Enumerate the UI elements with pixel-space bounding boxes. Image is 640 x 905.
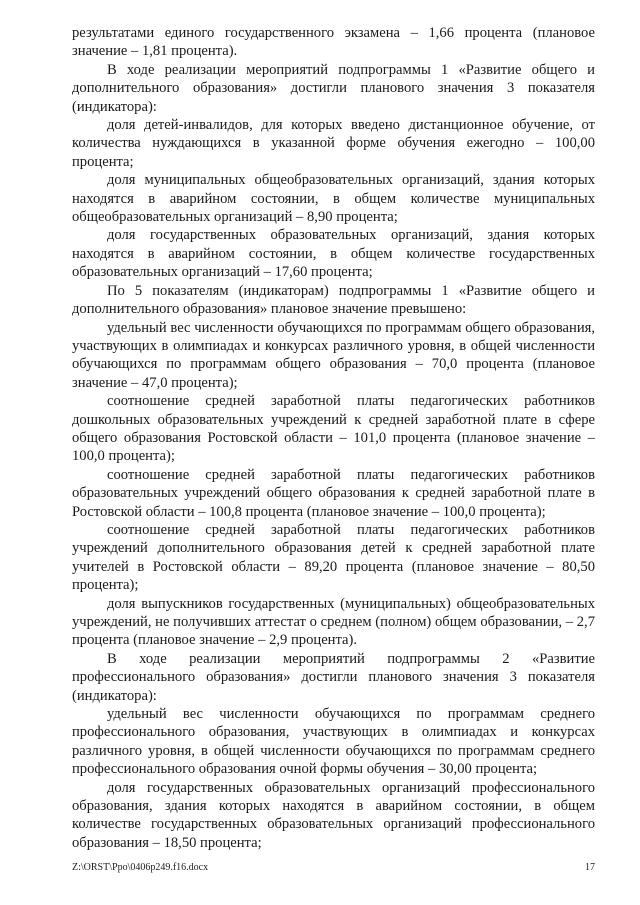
paragraph: доля государственных образовательных организаций профессионального образования, здания которых находятся в аварийном состоянии, в общем количестве государственных образовательных организаций профессионального образования – 18,50 процента; [72, 779, 595, 851]
paragraph: соотношение средней заработной платы педагогических работников дошкольных образовательных учреждений к средней заработной плате в сфере общего образования Ростовской области – 101,0 процента (плановое значение – 100,0 процента); [72, 393, 595, 465]
paragraph: соотношение средней заработной платы педагогических работников учреждений дополнительного образования детей к средней заработной плате учителей в Ростовской области – 89,20 процента (плановое значение – 80,50 процента); [72, 521, 595, 594]
paragraph: В ходе реализации мероприятий подпрограммы 1 «Развитие общего и дополнительного образования» достигли планового значения 3 показателя (индикатора): [72, 61, 595, 115]
paragraph: доля детей-инвалидов, для которых введено дистанционное обучение, от количества нуждающихся в указанной форме обучения ежегодно – 100,00 процента; [72, 117, 595, 170]
paragraph: доля выпускников государственных (муниципальных) общеобразовательных учреждений, не получивших аттестат о среднем (полном) общем образовании, – 2,7 процента (плановое значение – 2,9 процента). [72, 595, 595, 649]
paragraph: результатами единого государственного экзамена – 1,66 процента (плановое значение – 1,81 процента). [72, 25, 595, 60]
document-body [72, 24, 595, 852]
paragraph: удельный вес численности обучающихся по программам среднего профессионального образования, участвующих в олимпиадах и конкурсах различного уровня, в общей численности обучающихся по программам среднего профессионального образования очной формы обучения – 30,00 процента; [72, 706, 595, 778]
paragraph: удельный вес численности обучающихся по программам общего образования, участвующих в олимпиадах и конкурсах различного уровня, в общей численности обучающихся по программам общего образования – 70,0 процента (плановое значение – 47,0 процента); [72, 319, 595, 391]
page-number: 17 [585, 862, 595, 873]
paragraph: соотношение средней заработной платы педагогических работников образовательных учреждений общего образования к средней заработной плате в Ростовской области – 100,8 процента (плановое значение – 100,0 процента); [72, 466, 595, 520]
footer-file-path: Z:\ORST\Ppo\0406p249.f16.docx [72, 862, 209, 873]
paragraph: По 5 показателям (индикаторам) подпрограммы 1 «Развитие общего и дополнительного образования» плановое значение превышено: [72, 282, 595, 318]
paragraph: доля муниципальных общеобразовательных организаций, здания которых находятся в аварийном состоянии, в общем количестве муниципальных общеобразовательных организаций – 8,90 процента; [72, 172, 595, 226]
paragraph: В ходе реализации мероприятий подпрограммы 2 «Развитие профессионального образования» достигли планового значения 3 показателя (индикатора): [72, 650, 595, 704]
paragraph: доля государственных образовательных организаций, здания которых находятся в аварийном состоянии, в общем количестве государственных образовательных организаций – 17,60 процента; [72, 227, 595, 281]
